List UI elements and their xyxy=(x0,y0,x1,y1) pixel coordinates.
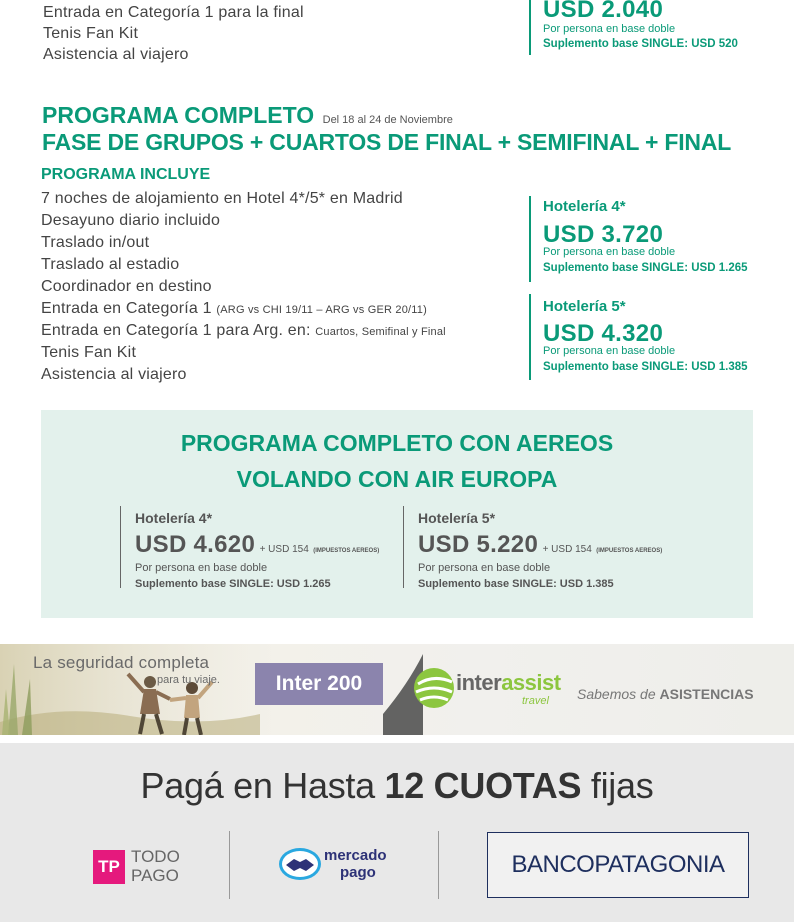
mercadopago-line1: mercado xyxy=(324,847,387,864)
stage-note: Cuartos, Semifinal y Final xyxy=(315,326,446,338)
installments-bold: 12 CUOTAS xyxy=(384,765,582,806)
list-item: Asistencia al viajero xyxy=(41,366,187,383)
air-tax: + USD 154 xyxy=(542,544,592,555)
single-supplement: Suplemento base SINGLE: USD 1.265 xyxy=(135,578,331,590)
list-item: 7 noches de alojamiento en Hotel 4*/5* en Madrid xyxy=(41,190,403,207)
air-program-title: PROGRAMA COMPLETO CON AEREOS xyxy=(180,430,614,456)
program-dates: Del 18 al 24 de Noviembre xyxy=(322,114,453,126)
list-item: Tenis Fan Kit xyxy=(41,344,137,361)
slogan-prefix: Sabemos de xyxy=(577,686,656,702)
air-price-block-5-star xyxy=(403,506,703,588)
handshake-icon xyxy=(278,847,322,881)
includes-heading: PROGRAMA INCLUYE xyxy=(41,166,211,183)
price-value: USD 4.320 xyxy=(543,320,664,347)
brand-travel: travel xyxy=(522,695,549,707)
list-item: Entrada en Categoría 1 para la final xyxy=(43,4,304,21)
price-value: USD 4.620 xyxy=(135,531,256,558)
list-item: Entrada en Categoría 1 para Arg. en: Cuartos, Semifinal y Final xyxy=(41,322,446,339)
price-basis: Por persona en base doble xyxy=(543,23,676,35)
divider xyxy=(438,831,439,899)
list-item: Asistencia al viajero xyxy=(43,46,189,63)
installments-title xyxy=(0,765,794,807)
hotel-category: Hotelería 4* xyxy=(543,198,626,215)
interassist-banner[interactable] xyxy=(0,644,794,735)
air-program-subtitle: VOLANDO CON AIR EUROPA xyxy=(236,466,558,492)
list-item: Entrada en Categoría 1 (ARG vs CHI 19/11 – ARG vs GER 20/11) xyxy=(41,300,427,317)
todopago-mark: TP xyxy=(93,850,125,884)
price-basis: Por persona en base doble xyxy=(135,562,268,574)
program-includes-list xyxy=(41,190,446,388)
top-program-list xyxy=(43,4,304,67)
price-value: USD 2.040 xyxy=(543,0,664,23)
brand-inter: inter xyxy=(456,670,502,695)
list-item: Tenis Fan Kit xyxy=(43,25,139,42)
banner-headline: La seguridad completa xyxy=(33,653,210,672)
program-subtitle: FASE DE GRUPOS + CUARTOS DE FINAL + SEMIFINAL + FINAL xyxy=(42,129,732,155)
program-title-row xyxy=(42,102,453,129)
bancopatagonia-logo[interactable]: BANCOPATAGONIA xyxy=(487,832,749,898)
divider xyxy=(229,831,230,899)
globe-icon xyxy=(412,666,456,710)
price-block-4-star xyxy=(529,196,759,282)
air-tax-note: (IMPUESTOS AEREOS) xyxy=(596,548,663,554)
installments-suffix: fijas xyxy=(590,765,654,806)
hotel-category: Hotelería 5* xyxy=(543,298,626,315)
program-title: PROGRAMA COMPLETO xyxy=(42,102,315,128)
price-basis: Por persona en base doble xyxy=(543,345,676,357)
todopago-line1: TODO xyxy=(131,847,180,866)
todopago-logo[interactable] xyxy=(93,847,193,889)
match-note: (ARG vs CHI 19/11 – ARG vs GER 20/11) xyxy=(216,304,427,316)
todopago-line2: PAGO xyxy=(131,866,179,885)
single-supplement: Suplemento base SINGLE: USD 1.385 xyxy=(418,578,614,590)
price-value: USD 5.220 xyxy=(418,531,539,558)
list-item: Traslado in/out xyxy=(41,234,150,251)
price-block-5-star xyxy=(529,294,759,380)
price-basis: Por persona en base doble xyxy=(543,246,676,258)
air-tax-note: (IMPUESTOS AEREOS) xyxy=(313,548,380,554)
price-value: USD 3.720 xyxy=(543,221,664,248)
air-program-box xyxy=(41,410,753,618)
mercadopago-line2: pago xyxy=(340,864,376,881)
air-price-block-4-star xyxy=(120,506,390,588)
list-item: Coordinador en destino xyxy=(41,278,212,295)
list-item: Traslado al estadio xyxy=(41,256,180,273)
air-tax: + USD 154 xyxy=(259,544,309,555)
top-price-block xyxy=(529,0,759,55)
hotel-category: Hotelería 4* xyxy=(135,510,213,526)
list-item: Desayuno diario incluido xyxy=(41,212,221,229)
hotel-category: Hotelería 5* xyxy=(418,510,496,526)
plan-badge: Inter 200 xyxy=(255,663,383,705)
brand-assist: assist xyxy=(501,670,561,695)
price-basis: Por persona en base doble xyxy=(418,562,551,574)
slogan-bold: ASISTENCIAS xyxy=(659,686,754,702)
mercadopago-logo[interactable] xyxy=(278,845,398,887)
installments-prefix: Pagá en Hasta xyxy=(140,765,375,806)
single-supplement: Suplemento base SINGLE: USD 520 xyxy=(543,38,738,50)
banner-slogan xyxy=(577,686,754,702)
payment-section xyxy=(0,743,794,922)
single-supplement: Suplemento base SINGLE: USD 1.265 xyxy=(543,262,748,274)
banner-tagline: para tu viaje. xyxy=(157,674,220,686)
single-supplement: Suplemento base SINGLE: USD 1.385 xyxy=(543,361,748,373)
interassist-logo xyxy=(456,670,561,696)
